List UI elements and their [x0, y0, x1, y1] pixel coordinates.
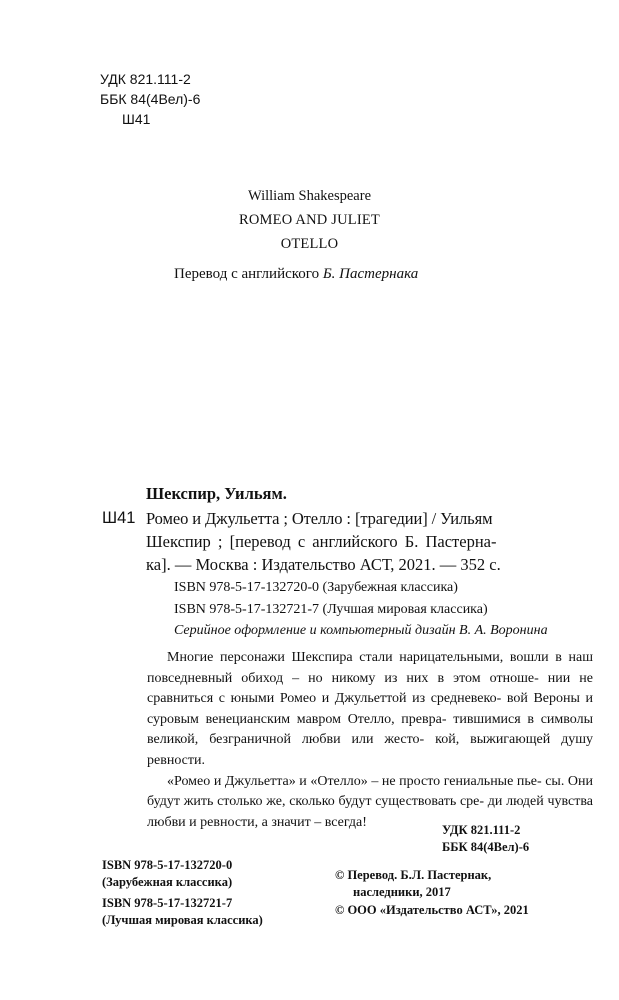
- udk-code: УДК 821.111-2: [100, 71, 191, 87]
- bottom-isbn-2: ISBN 978-5-17-132721-7: [102, 896, 233, 910]
- annotation-paragraph-1: Многие персонажи Шекспира стали нарицательными, вошли в наш повседневный обиход – но никому из них в этом отноше- нии не сравниться с юными Ромео и Джульеттой из средневеко- вой Вероны и суровым венецианским мавром Отелло, преврa- тившимися в символы великой, безграничной любви или жесто- кой, выжигающей душу ревности.: [147, 650, 594, 768]
- translator-credit: [174, 263, 418, 285]
- annotation-paragraph-2: «Ромео и Джульетта» и «Отелло» – не просто гениальные пье- сы. Они будут жить столько же, сколько будут существовать сре- ди людей чувства любви и ревности, а значит – всегда!: [147, 773, 594, 830]
- bib-isbn-1: ISBN 978-5-17-132720-0 (Зарубежная классика): [174, 580, 458, 595]
- bib-line-1: Ромео и Джульетта ; Отелло : [трагедии] / Уильям: [146, 509, 493, 528]
- translator-name: Б. Пастернака: [322, 266, 419, 282]
- bib-author-sign: Ш41: [102, 509, 136, 527]
- author-sign: Ш41: [122, 111, 151, 127]
- bbk-code: ББК 84(4Вел)-6: [100, 91, 201, 107]
- bottom-isbn-1: ISBN 978-5-17-132720-0: [102, 858, 233, 872]
- copyright-publisher: © ООО «Издательство АСТ», 2021: [335, 903, 529, 917]
- original-title-2: OTELLO: [280, 236, 339, 252]
- bottom-series-1: (Зарубежная классика): [102, 875, 233, 889]
- copyright-translation: © Перевод. Б.Л. Пастернак,: [335, 868, 492, 882]
- bib-line-2: Шекспир ; [перевод с английского Б. Пастерна-: [146, 532, 497, 551]
- bib-isbn-2: ISBN 978-5-17-132721-7 (Лучшая мировая классика): [174, 602, 488, 617]
- bib-line-3: ка]. — Москва : Издательство АСТ, 2021. — 352 с.: [146, 555, 501, 574]
- annotation: [147, 648, 593, 833]
- bottom-bbk: ББК 84(4Вел)-6: [442, 840, 530, 854]
- original-author: William Shakespeare: [247, 188, 372, 204]
- bib-design-credit: Серийное оформление и компьютерный дизайн В. А. Воронина: [174, 623, 548, 638]
- original-title-1: ROMEO AND JULIET: [239, 212, 380, 228]
- translator-prefix: Перевод с английского: [174, 266, 320, 282]
- bib-author-heading: Шекспир, Уильям.: [146, 484, 287, 503]
- bottom-udk: УДК 821.111-2: [442, 823, 521, 837]
- bottom-series-2: (Лучшая мировая классика): [102, 913, 263, 927]
- copyright-heirs: наследники, 2017: [353, 885, 451, 899]
